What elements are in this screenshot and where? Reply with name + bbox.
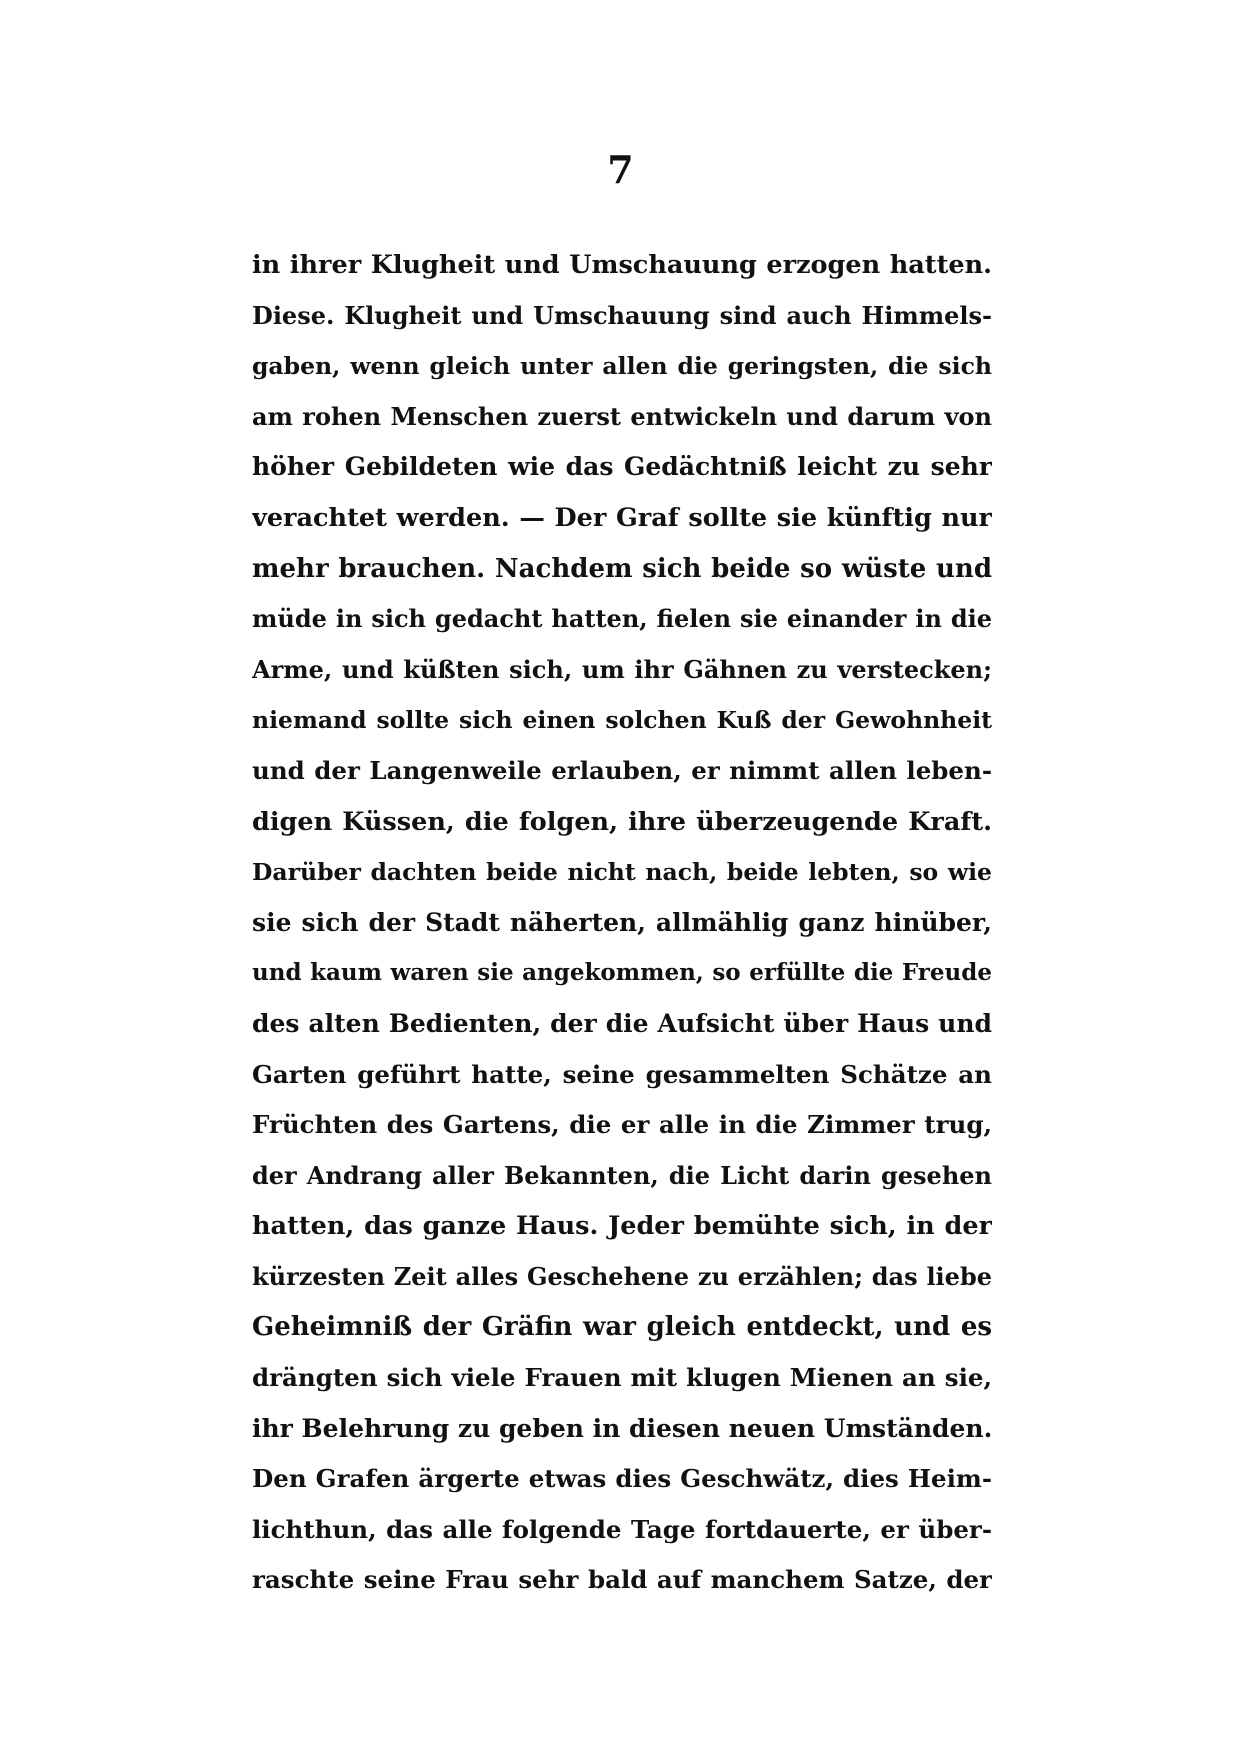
text-line: gaben, wenn gleich unter allen die geringsten, die sich [252,352,992,381]
text-line: Diese. Klugheit und Umschauung sind auch Himmels- [252,300,992,330]
body-text [252,240,992,1606]
text-line: drängten sich viele Frauen mit klugen Mienen an sie, [252,1363,992,1393]
text-line: ihr Belehrung zu geben in diesen neuen Umständen. [252,1413,992,1443]
text-line: und der Langenweile erlauben, er nimmt allen leben- [252,755,992,785]
text-line: mehr brauchen. Nachdem sich beide so wüste und [252,553,992,584]
text-line: höher Gebildeten wie das Gedächtniß leicht zu sehr [252,452,992,482]
text-line: raschte seine Frau sehr bald auf manchem Satze, der [252,1565,992,1595]
text-line: Geheimniß der Gräfin war gleich entdeckt, und es [252,1312,992,1343]
text-line: in ihrer Klugheit und Umschauung erzogen hatten. [252,250,992,280]
text-line: Darüber dachten beide nicht nach, beide lebten, so wie [252,858,992,887]
text-line: verachtet werden. — Der Graf sollte sie künftig nur [252,502,992,533]
text-line: müde in sich gedacht hatten, fielen sie einander in die [252,604,992,634]
text-line: lichthun, das alle folgende Tage fortdauerte, er über- [252,1514,992,1544]
text-line: Früchten des Gartens, die er alle in die Zimmer trug, [252,1110,992,1140]
text-line: kürzesten Zeit alles Geschehene zu erzählen; das liebe [252,1261,992,1291]
text-line: digen Küssen, die folgen, ihre überzeugende Kraft. [252,806,992,837]
text-line: der Andrang aller Bekannten, die Licht darin gesehen [252,1160,992,1190]
text-line: niemand sollte sich einen solchen Kuß der Gewohnheit [252,706,992,735]
text-line: und kaum waren sie angekommen, so erfüllte die Freude [252,959,992,987]
text-line: Arme, und küßten sich, um ihr Gähnen zu verstecken; [252,654,992,684]
text-line: des alten Bedienten, der die Aufsicht über Haus und [252,1008,992,1038]
text-line: sie sich der Stadt näherten, allmählig ganz hinüber, [252,907,992,937]
text-line: hatten, das ganze Haus. Jeder bemühte sich, in der [252,1211,992,1242]
text-line: Den Grafen ärgerte etwas dies Geschwätz, dies Heim- [252,1464,992,1494]
page-number: 7 [607,147,634,192]
text-line: am rohen Menschen zuerst entwickeln und darum von [252,401,992,431]
text-line: Garten geführt hatte, seine gesammelten Schätze an [252,1059,992,1089]
